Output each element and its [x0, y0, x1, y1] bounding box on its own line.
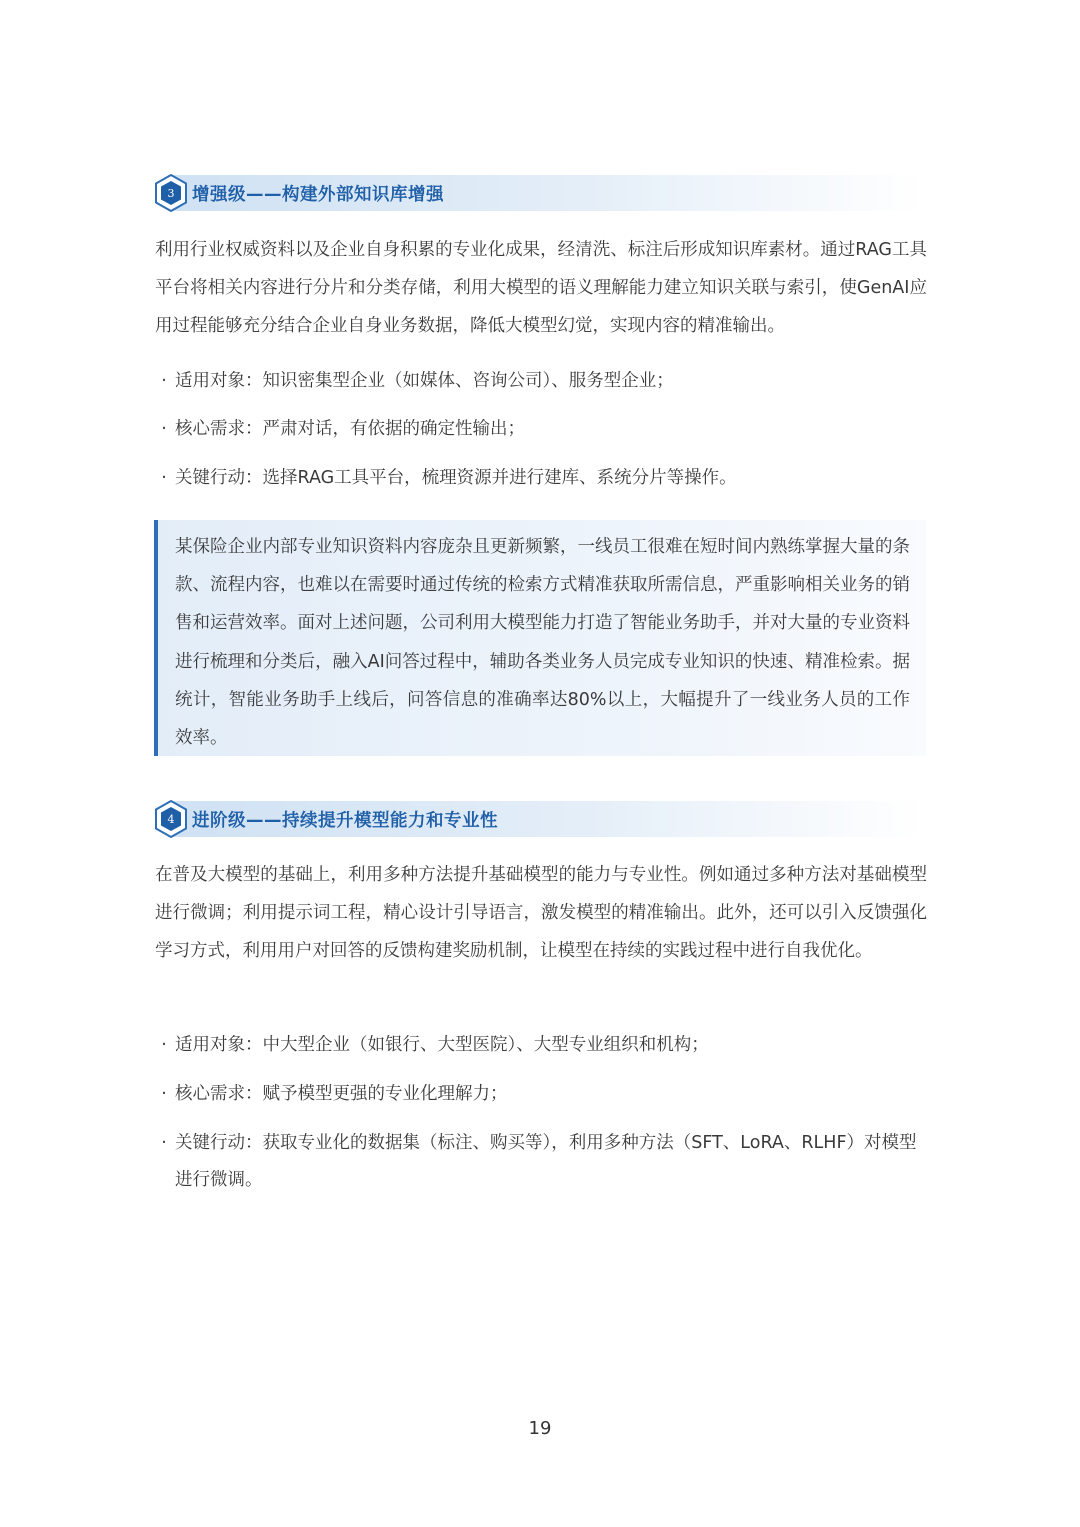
section-number: 4 — [167, 812, 175, 826]
section-title: 进阶级——持续提升模型能力和专业性 — [192, 810, 498, 831]
section-4-paragraph: 在普及大模型的基础上，利用多种方法提升基础模型的能力与专业性。例如通过多种方法对基础模型进行微调；利用提示词工程，精心设计引导语言，激发模型的精准输出。此外，还可以引入反馈强化学习方式，利用用户对回答的反馈构建奖励机制，让模型在持续的实践过程中进行自我优化。 — [155, 865, 927, 961]
list-item — [155, 460, 927, 497]
bullet-dot: · — [161, 1133, 167, 1153]
hexagon-number-icon — [154, 800, 188, 838]
bullet-dot: · — [161, 468, 167, 488]
bullet-text: 核心需求：严肃对话，有依据的确定性输出； — [175, 419, 525, 439]
bullet-text: 适用对象：知识密集型企业（如媒体、咨询公司）、服务型企业； — [175, 371, 674, 391]
case-study-text: 某保险企业内部专业知识资料内容庞杂且更新频繁，一线员工很难在短时间内熟练掌握大量的条款、流程内容，也难以在需要时通过传统的检索方式精准获取所需信息，严重影响相关业务的销售和运营效率。面对上述问题，公司利用大模型能力打造了智能业务助手，并对大量的专业资料进行梳理和分类后，融入AI问答过程中，辅助各类业务人员完成专业知识的快速、精准检索。据统计，智能业务助手上线后，问答信息的准确率达80%以上，大幅提升了一线业务人员的工作效率。 — [175, 537, 910, 749]
case-study-box — [154, 520, 926, 756]
bullet-dot: · — [161, 1035, 167, 1055]
section-3-header — [154, 173, 926, 213]
bullet-dot: · — [161, 1084, 167, 1104]
list-item — [155, 1027, 927, 1064]
list-item — [155, 1125, 927, 1199]
bullet-text: 关键行动：获取专业化的数据集（标注、购买等），利用多种方法（SFT、LoRA、RLHF）对模型进行微调。 — [175, 1133, 917, 1190]
bullet-text: 核心需求：赋予模型更强的专业化理解力； — [175, 1084, 508, 1104]
bullet-dot: · — [161, 371, 167, 391]
section-3-paragraph: 利用行业权威资料以及企业自身积累的专业化成果，经清洗、标注后形成知识库素材。通过RAG工具平台将相关内容进行分片和分类存储，利用大模型的语义理解能力建立知识关联与索引，使GenAI应用过程能够充分结合企业自身业务数据，降低大模型幻觉，实现内容的精准输出。 — [155, 240, 927, 336]
bullet-text: 关键行动：选择RAG工具平台，梳理资源并进行建库、系统分片等操作。 — [175, 468, 737, 488]
section-4-header — [154, 799, 926, 839]
list-item — [155, 1076, 927, 1113]
bullet-dot: · — [161, 419, 167, 439]
hexagon-number-icon — [154, 174, 188, 212]
list-item — [155, 411, 927, 448]
bullet-text: 适用对象：中大型企业（如银行、大型医院）、大型专业组织和机构； — [175, 1035, 709, 1055]
list-item — [155, 363, 927, 400]
section-3-bullet-list — [155, 363, 927, 497]
section-title: 增强级——构建外部知识库增强 — [192, 184, 444, 205]
section-number: 3 — [167, 186, 175, 200]
section-4-bullet-list — [155, 1027, 927, 1199]
page-number: 19 — [528, 1418, 552, 1439]
